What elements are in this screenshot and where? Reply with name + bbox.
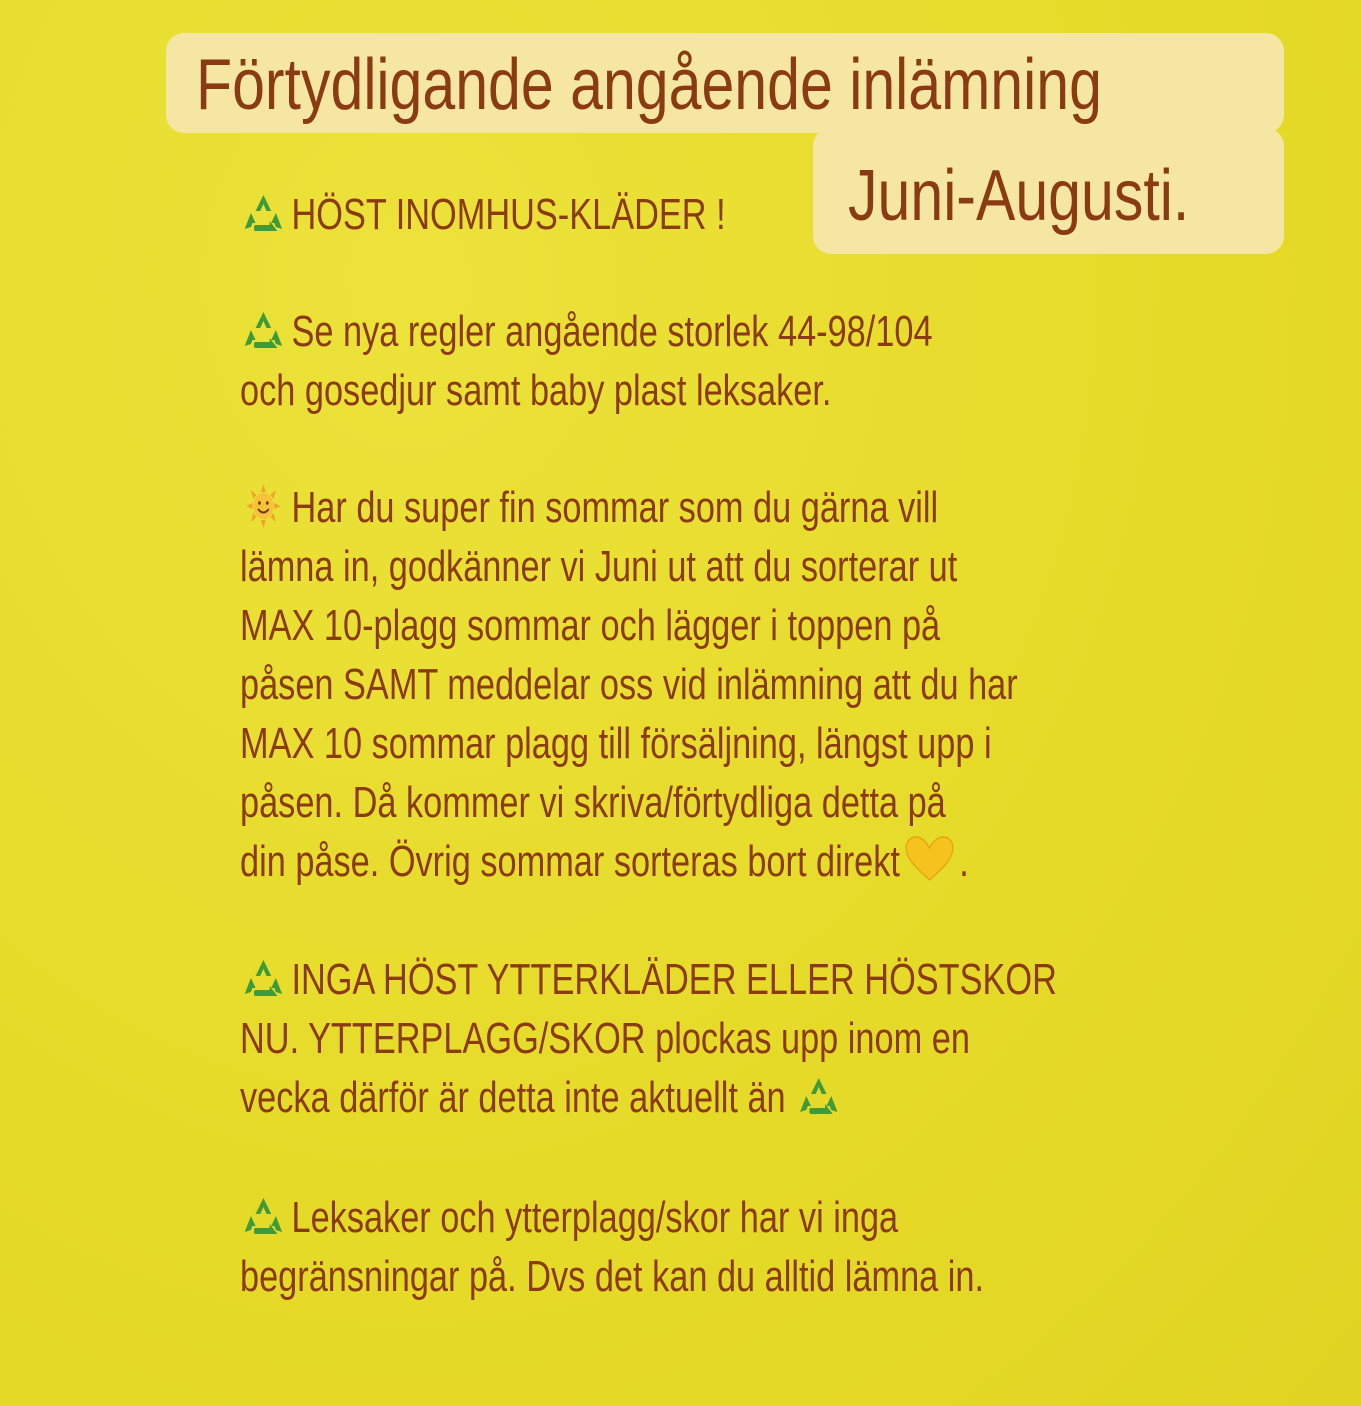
paragraph-text: INGA HÖST YTTERKLÄDER ELLER HÖSTSKOR: [291, 955, 1057, 1004]
paragraph-text: Leksaker och ytterplagg/skor har vi inga: [291, 1193, 899, 1242]
paragraph-line: [240, 302, 933, 361]
paragraph-text: din påse. Övrig sommar sorteras bort direkt: [240, 837, 900, 886]
paragraph-line: [240, 478, 1018, 537]
paragraph-line: NU. YTTERPLAGG/SKOR plockas upp inom en: [240, 1014, 970, 1063]
paragraph-line: påsen. Då kommer vi skriva/förtydliga detta på: [240, 778, 946, 827]
paragraph-sommar: [240, 478, 1018, 891]
paragraph-line: MAX 10-plagg sommar och lägger i toppen på: [240, 601, 941, 650]
recycle-icon: [240, 191, 287, 235]
paragraph-host-inomhus: [240, 185, 726, 244]
paragraph-inga-host-ytterklader: [240, 950, 1057, 1127]
paragraph-storlek-regler: [240, 302, 933, 420]
paragraph-line: och gosedjur samt baby plast leksaker.: [240, 366, 832, 415]
yellow-heart-icon: [902, 834, 958, 884]
paragraph-line: påsen SAMT meddelar oss vid inlämning att du har: [240, 660, 1018, 709]
page-title-line-2: Juni-Augusti.: [848, 156, 1190, 236]
paragraph-text: Har du super fin sommar som du gärna vill: [291, 483, 939, 532]
paragraph-line: [240, 1188, 984, 1247]
paragraph-line: MAX 10 sommar plagg till försäljning, längst upp i: [240, 719, 992, 768]
paragraph-line: [240, 1068, 1057, 1127]
recycle-icon: [240, 1194, 287, 1238]
recycle-icon: [795, 1074, 842, 1118]
paragraph-line: [240, 950, 1057, 1009]
recycle-icon: [240, 956, 287, 1000]
paragraph-line: [240, 832, 1018, 891]
recycle-icon: [240, 308, 287, 352]
paragraph-text: HÖST INOMHUS-KLÄDER !: [291, 190, 726, 239]
paragraph-line: [240, 185, 726, 244]
paragraph-leksaker: [240, 1188, 984, 1306]
paragraph-text: Se nya regler angående storlek 44-98/104: [291, 307, 933, 356]
paragraph-line: lämna in, godkänner vi Juni ut att du sorterar ut: [240, 542, 958, 591]
paragraph-line: begränsningar på. Dvs det kan du alltid lämna in.: [240, 1252, 985, 1301]
paragraph-trailing-text: .: [959, 837, 969, 886]
paragraph-text: vecka därför är detta inte aktuellt än: [240, 1073, 786, 1122]
page-title-line-1: Förtydligande angående inlämning: [196, 45, 1102, 125]
sun-icon: [240, 484, 287, 528]
